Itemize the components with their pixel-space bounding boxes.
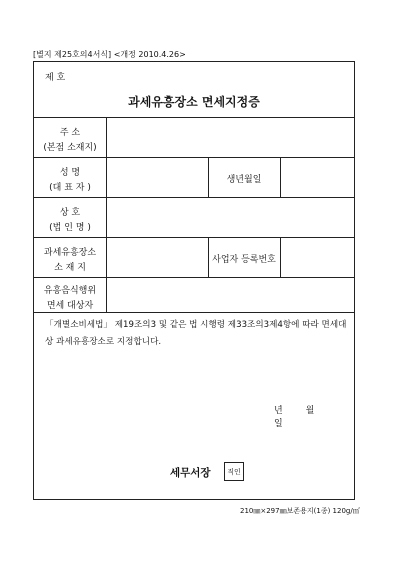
business-registration-label: 사업자 등록번호 [212,255,276,265]
day-label: 일 [274,419,283,429]
address-label: 주 소 [59,128,81,138]
certificate-number-label: 제 호 [45,73,66,83]
year-label: 년 [274,406,283,416]
month-label: 월 [305,406,315,416]
issuer-title: 세무서장 [170,467,211,479]
cell-divider [280,237,281,277]
designation-statement: 「개별소비세법」 제19조의3 및 같은 법 시행령 제33조의3제4항에 따라 면세대상 과세유흥장소로 지정합니다. [45,320,347,347]
paper-spec-note: 210㎜×297㎜보존용지(1종) 120g/㎡ [240,507,360,515]
divider [34,277,354,278]
name-label-sub: (대 표 자 ) [49,183,91,193]
divider [34,237,354,238]
venue-location-label: 과세유흥장소 [43,248,97,258]
divider [34,117,354,118]
divider [34,157,354,158]
name-label: 성 명 [59,168,81,178]
company-label-sub: (법 인 명 ) [49,223,91,233]
birth-date-label: 생년월일 [226,175,262,185]
address-label-sub: (본점 소재지) [43,143,97,153]
page-title: 과세유흥장소 면세지정증 [128,95,260,109]
venue-location-label-sub: 소 재 지 [54,263,86,273]
company-label: 상 호 [59,208,81,218]
official-seal-box: 직인 [224,462,244,481]
divider [34,197,354,198]
exempt-target-label-sub: 면세 대상자 [46,301,94,311]
label-column-divider [106,117,107,312]
cell-divider [280,157,281,197]
divider [34,312,354,313]
exemption-certificate-form [33,61,355,500]
issue-date [274,403,354,429]
exempt-target-label: 유흥음식행위 [43,286,97,296]
form-header-note: [별지 제25호의4서식] <개정 2010.4.26> [33,50,186,59]
